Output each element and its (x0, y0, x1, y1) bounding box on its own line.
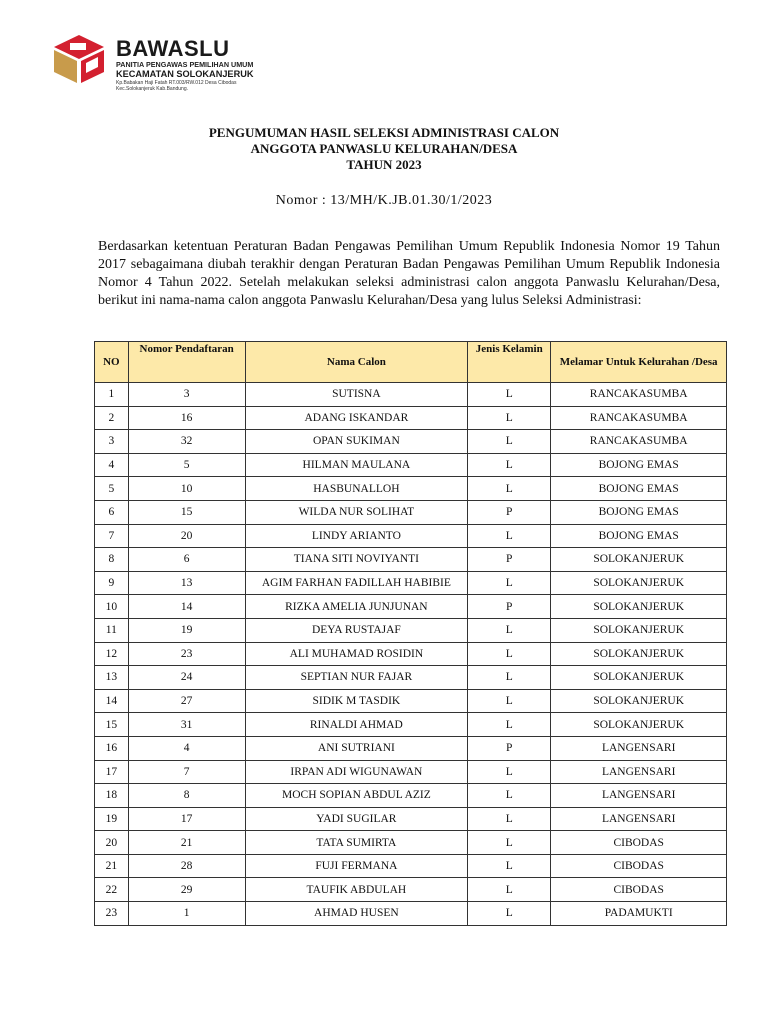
cell-no: 5 (95, 477, 129, 501)
cell-nomor-pendaftaran: 21 (128, 831, 245, 855)
cell-jenis-kelamin: L (468, 618, 551, 642)
cell-no: 13 (95, 666, 129, 690)
org-name: BAWASLU (116, 36, 230, 61)
table-row (95, 878, 727, 902)
cell-jenis-kelamin: L (468, 383, 551, 407)
cell-melamar-untuk: BOJONG EMAS (551, 524, 727, 548)
cell-melamar-untuk: BOJONG EMAS (551, 500, 727, 524)
table-row (95, 430, 727, 454)
header-melamar-untuk: Melamar Untuk Kelurahan /Desa (551, 342, 727, 383)
cell-nama-calon: DEYA RUSTAJAF (245, 618, 468, 642)
cell-melamar-untuk: SOLOKANJERUK (551, 548, 727, 572)
cell-nama-calon: HILMAN MAULANA (245, 453, 468, 477)
cell-jenis-kelamin: L (468, 406, 551, 430)
cell-nama-calon: ANI SUTRIANI (245, 736, 468, 760)
cell-nomor-pendaftaran: 29 (128, 878, 245, 902)
cell-nomor-pendaftaran: 10 (128, 477, 245, 501)
header-jenis-kelamin: Jenis Kelamin (468, 342, 551, 383)
cell-melamar-untuk: CIBODAS (551, 878, 727, 902)
cell-nama-calon: LINDY ARIANTO (245, 524, 468, 548)
cell-nomor-pendaftaran: 28 (128, 854, 245, 878)
cell-no: 8 (95, 548, 129, 572)
cell-no: 19 (95, 807, 129, 831)
cell-nama-calon: SIDIK M TASDIK (245, 689, 468, 713)
cell-nama-calon: RIZKA AMELIA JUNJUNAN (245, 595, 468, 619)
cell-nomor-pendaftaran: 31 (128, 713, 245, 737)
cell-melamar-untuk: SOLOKANJERUK (551, 642, 727, 666)
document-number: Nomor : 13/MH/K.JB.01.30/1/2023 (275, 193, 493, 208)
cell-jenis-kelamin: L (468, 902, 551, 926)
cell-nama-calon: ALI MUHAMAD ROSIDIN (245, 642, 468, 666)
document-title-line1: PENGUMUMAN HASIL SELEKSI ADMINISTRASI CALON (208, 125, 560, 140)
cell-nomor-pendaftaran: 13 (128, 571, 245, 595)
table-row (95, 500, 727, 524)
cell-nomor-pendaftaran: 5 (128, 453, 245, 477)
cell-nomor-pendaftaran: 1 (128, 902, 245, 926)
cell-nama-calon: WILDA NUR SOLIHAT (245, 500, 468, 524)
cell-no: 2 (95, 406, 129, 430)
table-row (95, 571, 727, 595)
cell-nama-calon: RINALDI AHMAD (245, 713, 468, 737)
org-address-line2: Kec.Solokanjeruk Kab.Bandung. (116, 86, 188, 92)
cell-nomor-pendaftaran: 6 (128, 548, 245, 572)
cell-no: 16 (95, 736, 129, 760)
header-nomor-pendaftaran: Nomor Pendaftaran (128, 342, 245, 383)
cell-nama-calon: FUJI FERMANA (245, 854, 468, 878)
cell-jenis-kelamin: L (468, 666, 551, 690)
cell-melamar-untuk: RANCAKASUMBA (551, 383, 727, 407)
candidate-table (94, 341, 727, 926)
cell-nomor-pendaftaran: 14 (128, 595, 245, 619)
cell-no: 4 (95, 453, 129, 477)
cell-nomor-pendaftaran: 15 (128, 500, 245, 524)
cell-nomor-pendaftaran: 32 (128, 430, 245, 454)
cell-nama-calon: TIANA SITI NOVIYANTI (245, 548, 468, 572)
org-district: KECAMATAN SOLOKANJERUK (116, 69, 254, 79)
cell-no: 21 (95, 854, 129, 878)
cell-melamar-untuk: LANGENSARI (551, 736, 727, 760)
cell-melamar-untuk: SOLOKANJERUK (551, 571, 727, 595)
cell-jenis-kelamin: L (468, 854, 551, 878)
cell-no: 12 (95, 642, 129, 666)
table-row (95, 406, 727, 430)
cell-jenis-kelamin: P (468, 548, 551, 572)
cell-jenis-kelamin: L (468, 524, 551, 548)
cell-melamar-untuk: BOJONG EMAS (551, 453, 727, 477)
table-row (95, 854, 727, 878)
cell-jenis-kelamin: L (468, 477, 551, 501)
document-title-line3: TAHUN 2023 (346, 157, 422, 172)
document-title-line2: ANGGOTA PANWASLU KELURAHAN/DESA (250, 141, 518, 156)
cell-melamar-untuk: RANCAKASUMBA (551, 406, 727, 430)
cell-nama-calon: AGIM FARHAN FADILLAH HABIBIE (245, 571, 468, 595)
bawaslu-logo (52, 33, 262, 95)
table-row (95, 807, 727, 831)
cell-no: 23 (95, 902, 129, 926)
cell-jenis-kelamin: P (468, 595, 551, 619)
table-row (95, 383, 727, 407)
table-row (95, 689, 727, 713)
cell-melamar-untuk: LANGENSARI (551, 807, 727, 831)
cell-nama-calon: OPAN SUKIMAN (245, 430, 468, 454)
cell-no: 6 (95, 500, 129, 524)
table-row (95, 760, 727, 784)
cell-melamar-untuk: SOLOKANJERUK (551, 666, 727, 690)
cell-nomor-pendaftaran: 16 (128, 406, 245, 430)
cell-jenis-kelamin: P (468, 736, 551, 760)
cell-nama-calon: MOCH SOPIAN ABDUL AZIZ (245, 784, 468, 808)
cell-no: 18 (95, 784, 129, 808)
cell-melamar-untuk: RANCAKASUMBA (551, 430, 727, 454)
cell-jenis-kelamin: L (468, 430, 551, 454)
cell-nama-calon: ADANG ISKANDAR (245, 406, 468, 430)
cell-nama-calon: HASBUNALLOH (245, 477, 468, 501)
cell-melamar-untuk: CIBODAS (551, 831, 727, 855)
cell-melamar-untuk: LANGENSARI (551, 760, 727, 784)
cell-nama-calon: TAUFIK ABDULAH (245, 878, 468, 902)
cell-melamar-untuk: PADAMUKTI (551, 902, 727, 926)
cell-melamar-untuk: LANGENSARI (551, 784, 727, 808)
cell-nomor-pendaftaran: 27 (128, 689, 245, 713)
cell-nomor-pendaftaran: 7 (128, 760, 245, 784)
cell-nomor-pendaftaran: 17 (128, 807, 245, 831)
table-header-row (95, 342, 727, 383)
cell-no: 15 (95, 713, 129, 737)
org-subtitle: PANITIA PENGAWAS PEMILIHAN UMUM (116, 60, 254, 69)
cell-no: 17 (95, 760, 129, 784)
cell-nama-calon: TATA SUMIRTA (245, 831, 468, 855)
cell-nomor-pendaftaran: 19 (128, 618, 245, 642)
cell-nama-calon: SEPTIAN NUR FAJAR (245, 666, 468, 690)
cell-jenis-kelamin: L (468, 453, 551, 477)
cell-no: 10 (95, 595, 129, 619)
cell-no: 14 (95, 689, 129, 713)
org-address-line1: Kp.Babakan Haji Fatah RT.003/RW.012 Desa Cibodas (116, 80, 237, 86)
table-row (95, 784, 727, 808)
cell-no: 22 (95, 878, 129, 902)
cell-melamar-untuk: CIBODAS (551, 854, 727, 878)
cell-nomor-pendaftaran: 8 (128, 784, 245, 808)
bawaslu-emblem-icon (52, 33, 106, 85)
cell-no: 1 (95, 383, 129, 407)
cell-nomor-pendaftaran: 4 (128, 736, 245, 760)
cell-nomor-pendaftaran: 23 (128, 642, 245, 666)
cell-melamar-untuk: SOLOKANJERUK (551, 689, 727, 713)
cell-no: 7 (95, 524, 129, 548)
cell-jenis-kelamin: P (468, 500, 551, 524)
cell-jenis-kelamin: L (468, 689, 551, 713)
cell-jenis-kelamin: L (468, 807, 551, 831)
cell-melamar-untuk: SOLOKANJERUK (551, 713, 727, 737)
intro-paragraph: Berdasarkan ketentuan Peraturan Badan Pengawas Pemilihan Umum Republik Indonesia Nomor 19 Tahun 2017 sebagaimana diubah terakhir dengan Peraturan Badan Pengawas Pemilihan Umum Republik Indonesia Nomor 4 Tahun 2022. Setelah melakukan seleksi administrasi calon anggota Panwaslu Kelurahan/Desa, berikut ini nama-nama calon anggota Panwaslu Kelurahan/Desa yang lulus Seleksi Administrasi: (98, 239, 720, 308)
header-nama-calon: Nama Calon (245, 342, 468, 383)
table-row (95, 666, 727, 690)
cell-no: 3 (95, 430, 129, 454)
cell-jenis-kelamin: L (468, 713, 551, 737)
cell-jenis-kelamin: L (468, 831, 551, 855)
cell-melamar-untuk: SOLOKANJERUK (551, 618, 727, 642)
cell-no: 9 (95, 571, 129, 595)
cell-no: 11 (95, 618, 129, 642)
cell-jenis-kelamin: L (468, 760, 551, 784)
cell-jenis-kelamin: L (468, 642, 551, 666)
table-row (95, 736, 727, 760)
table-row (95, 713, 727, 737)
cell-nomor-pendaftaran: 20 (128, 524, 245, 548)
table-row (95, 642, 727, 666)
cell-nama-calon: YADI SUGILAR (245, 807, 468, 831)
table-row (95, 902, 727, 926)
table-row (95, 524, 727, 548)
cell-nomor-pendaftaran: 24 (128, 666, 245, 690)
cell-no: 20 (95, 831, 129, 855)
cell-nama-calon: SUTISNA (245, 383, 468, 407)
table-row (95, 831, 727, 855)
table-row (95, 453, 727, 477)
cell-nama-calon: IRPAN ADI WIGUNAWAN (245, 760, 468, 784)
cell-melamar-untuk: SOLOKANJERUK (551, 595, 727, 619)
cell-nama-calon: AHMAD HUSEN (245, 902, 468, 926)
table-row (95, 477, 727, 501)
table-row (95, 595, 727, 619)
cell-jenis-kelamin: L (468, 878, 551, 902)
cell-jenis-kelamin: L (468, 784, 551, 808)
cell-jenis-kelamin: L (468, 571, 551, 595)
table-row (95, 548, 727, 572)
cell-melamar-untuk: BOJONG EMAS (551, 477, 727, 501)
table-row (95, 618, 727, 642)
header-no: NO (95, 342, 129, 383)
table-body (95, 383, 727, 926)
cell-nomor-pendaftaran: 3 (128, 383, 245, 407)
